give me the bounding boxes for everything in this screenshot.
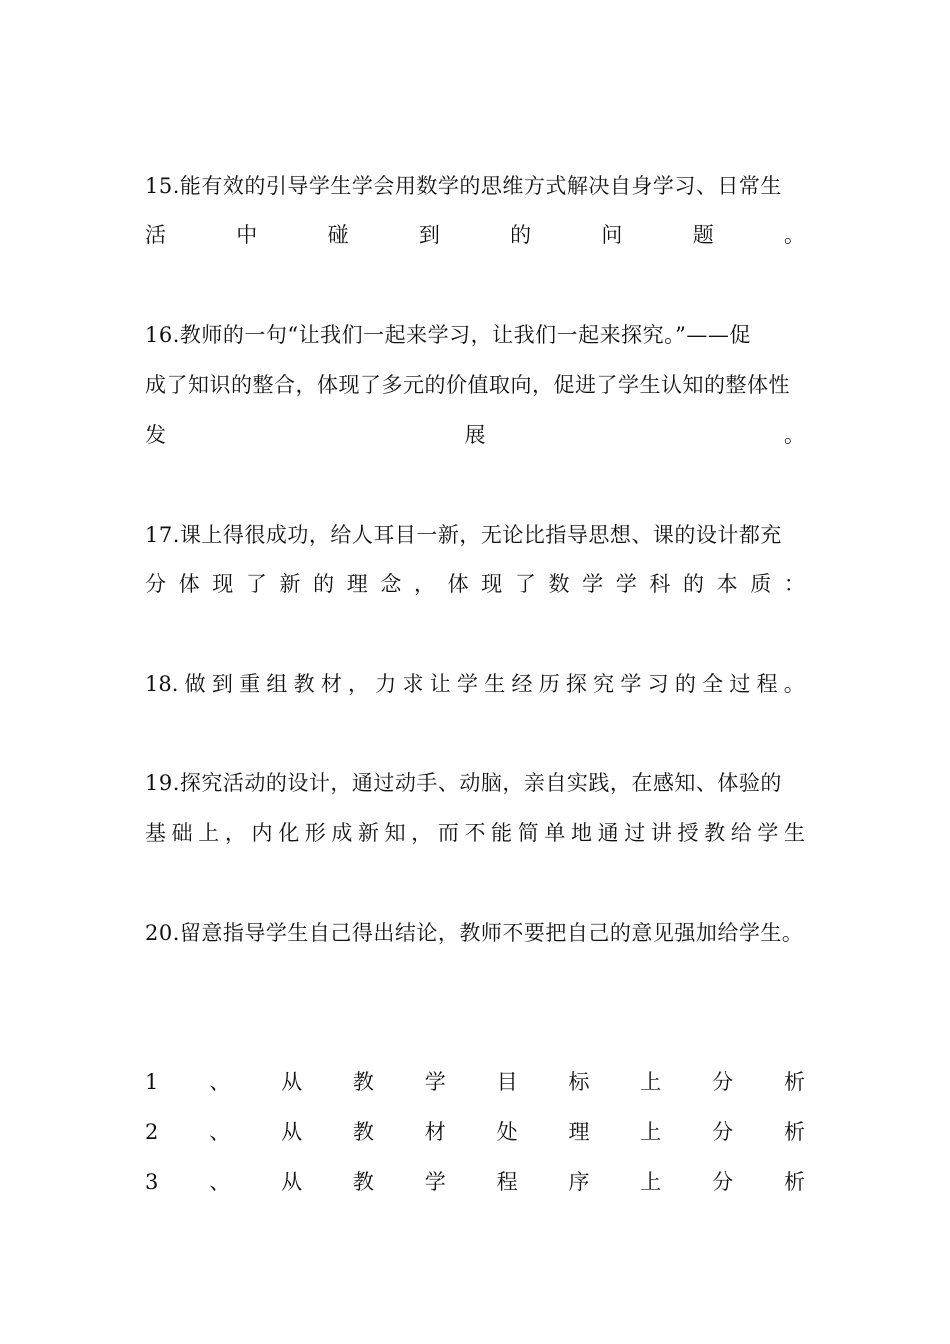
glyph: 了 [245, 572, 267, 596]
glyph: 学 [757, 821, 779, 845]
glyph: 本 [716, 572, 738, 596]
glyph: 到 [418, 223, 440, 247]
glyph: 上 [640, 1070, 662, 1094]
glyph: 过 [624, 821, 646, 845]
glyph: 3 [145, 1170, 159, 1194]
glyph: 求 [402, 672, 424, 696]
paragraph-15-line-1: 15.能有效的引导学生学会用数学的思维方式解决自身学习、日常生 [145, 174, 782, 198]
glyph: 学 [620, 672, 642, 696]
glyph: 教 [352, 1070, 374, 1094]
paragraph-17-line-2 [145, 568, 805, 600]
glyph: 、 [209, 1070, 231, 1094]
glyph: 问 [601, 223, 623, 247]
glyph: 念 [380, 572, 402, 596]
glyph: 经 [511, 672, 533, 696]
glyph: 现 [212, 572, 234, 596]
glyph: 教 [704, 821, 726, 845]
glyph: 析 [783, 1070, 805, 1094]
analysis-item-2 [145, 1116, 805, 1148]
glyph: 理 [346, 572, 368, 596]
paragraph-16-line-1: 16.教师的一句“让我们一起来学习，让我们一起来探究。”——促 [145, 323, 751, 347]
glyph: 。 [783, 223, 805, 247]
glyph: 重 [239, 672, 261, 696]
paragraph-16-line-2: 成了知识的整合，体现了多元的价值取向，促进了学生认知的整体性 [145, 373, 790, 397]
glyph: 授 [677, 821, 699, 845]
glyph: 。 [783, 672, 805, 696]
glyph: 学 [456, 672, 478, 696]
glyph: 材 [320, 672, 342, 696]
glyph: 生 [784, 821, 805, 845]
glyph: 数 [548, 572, 570, 596]
glyph: 简 [517, 821, 539, 845]
glyph: 习 [647, 672, 669, 696]
glyph: 分 [145, 572, 166, 596]
glyph: 体 [447, 572, 469, 596]
glyph: 、 [209, 1120, 231, 1144]
paragraph-19-line-2 [145, 817, 805, 849]
glyph: 从 [281, 1170, 303, 1194]
glyph: 中 [236, 223, 258, 247]
glyph: 新 [358, 821, 379, 845]
glyph: 。 [784, 423, 805, 447]
glyph: 过 [729, 672, 751, 696]
glyph: 展 [464, 423, 486, 447]
glyph: 学 [582, 572, 604, 596]
glyph: ， [348, 672, 370, 696]
glyph: 的 [510, 223, 532, 247]
glyph: 让 [429, 672, 451, 696]
glyph: 知 [384, 821, 406, 845]
glyph: 理 [568, 1120, 590, 1144]
glyph: 基 [145, 821, 166, 845]
glyph: 析 [783, 1120, 805, 1144]
glyph: 体 [178, 572, 200, 596]
glyph: 从 [281, 1120, 303, 1144]
glyph: 发 [145, 423, 166, 447]
glyph: 新 [279, 572, 301, 596]
glyph: 到 [211, 672, 233, 696]
glyph: 上 [640, 1170, 662, 1194]
glyph: 从 [281, 1070, 303, 1094]
paragraph-16-line-3 [145, 419, 805, 451]
glyph: 质 [750, 572, 772, 596]
glyph: ， [224, 821, 246, 845]
glyph: 现 [481, 572, 503, 596]
paragraph-15-line-2 [145, 219, 805, 251]
glyph: 内 [251, 821, 273, 845]
glyph: 序 [568, 1170, 590, 1194]
glyph: 能 [491, 821, 513, 845]
glyph: 化 [278, 821, 300, 845]
glyph: 18. [145, 672, 179, 696]
glyph: 2 [145, 1120, 159, 1144]
glyph: 通 [597, 821, 619, 845]
glyph: 、 [209, 1170, 231, 1194]
glyph: ， [414, 572, 435, 596]
glyph: 学 [615, 572, 637, 596]
glyph: 上 [198, 821, 220, 845]
glyph: 1 [145, 1070, 159, 1094]
glyph: 组 [266, 672, 288, 696]
glyph: 上 [640, 1120, 662, 1144]
glyph: 单 [544, 821, 566, 845]
glyph: 历 [538, 672, 560, 696]
glyph: 形 [304, 821, 326, 845]
glyph: 程 [496, 1170, 518, 1194]
paragraph-20-line-1: 20.留意指导学生自己得出结论，教师不要把自己的意见强加给学生。 [145, 921, 804, 945]
glyph: 的 [313, 572, 335, 596]
glyph: 的 [683, 572, 704, 596]
glyph: 做 [184, 672, 206, 696]
glyph: 材 [424, 1120, 446, 1144]
glyph: 究 [593, 672, 615, 696]
glyph: 成 [331, 821, 353, 845]
glyph: 教 [352, 1120, 374, 1144]
glyph: 程 [756, 672, 778, 696]
glyph: 分 [712, 1120, 734, 1144]
glyph: 探 [565, 672, 587, 696]
analysis-item-1 [145, 1066, 805, 1098]
glyph: ， [411, 821, 433, 845]
paragraph-18-line-1 [145, 668, 805, 700]
glyph: 标 [568, 1070, 590, 1094]
glyph: 处 [496, 1120, 518, 1144]
glyph: 础 [171, 821, 193, 845]
glyph: 学 [424, 1070, 446, 1094]
glyph: 生 [484, 672, 506, 696]
glyph: 活 [145, 223, 166, 247]
glyph: 地 [571, 821, 592, 845]
glyph: 题 [692, 223, 714, 247]
glyph: 教 [293, 672, 315, 696]
glyph: ： [783, 572, 805, 596]
paragraph-19-line-1: 19.探究活动的设计，通过动手、动脑，亲自实践，在感知、体验的 [145, 771, 782, 795]
glyph: 碰 [327, 223, 349, 247]
glyph: 而 [437, 821, 459, 845]
paragraph-17-line-1: 17.课上得很成功，给人耳目一新，无论比指导思想、课的设计都充 [145, 523, 782, 547]
glyph: 了 [514, 572, 536, 596]
glyph: 全 [702, 672, 724, 696]
glyph: 的 [674, 672, 696, 696]
glyph: 不 [464, 821, 486, 845]
glyph: 学 [424, 1170, 446, 1194]
glyph: 科 [649, 572, 671, 596]
analysis-item-3 [145, 1166, 805, 1198]
glyph: 分 [712, 1170, 734, 1194]
glyph: 讲 [650, 821, 672, 845]
glyph: 分 [712, 1070, 734, 1094]
glyph: 目 [496, 1070, 518, 1094]
glyph: 析 [783, 1170, 805, 1194]
glyph: 给 [730, 821, 752, 845]
glyph: 力 [375, 672, 397, 696]
glyph: 教 [352, 1170, 374, 1194]
